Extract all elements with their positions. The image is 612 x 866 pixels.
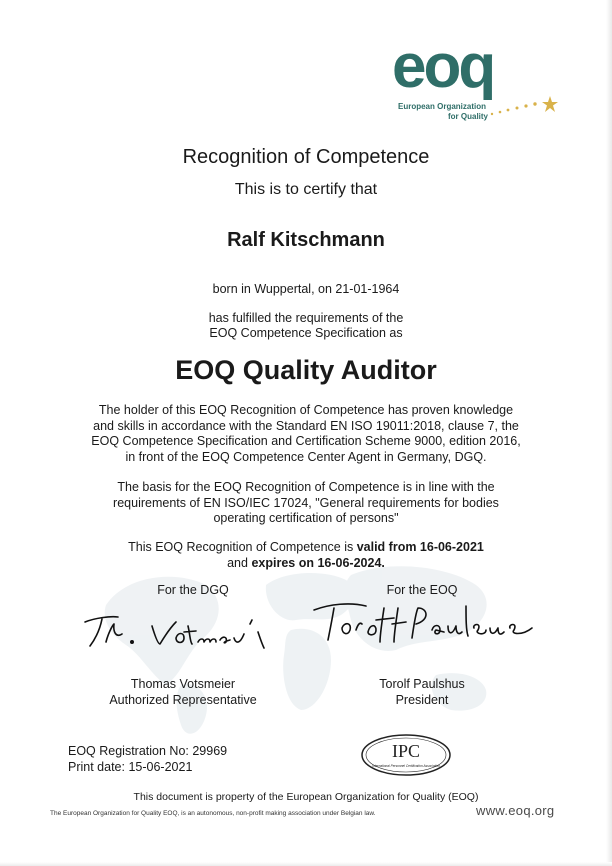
signature-heading-dgq: For the DGQ <box>157 583 229 597</box>
signer-name: Torolf Paulshus <box>379 677 465 691</box>
page-bottom-shadow <box>0 862 612 866</box>
signer-name: Thomas Votsmeier <box>130 677 236 691</box>
signature-heading-eoq: For the EOQ <box>386 583 458 597</box>
paragraph-line: The holder of this EOQ Recognition of Competence has proven knowledge <box>98 403 514 417</box>
ipc-seal-text: IPC <box>391 741 421 761</box>
eoq-logo-subtitle <box>398 102 488 122</box>
validity-and: and <box>227 555 252 570</box>
valid-from: valid from 16-06-2021 <box>356 540 484 554</box>
fulfilled-text <box>0 311 612 341</box>
expires-on: expires on 16-06-2024. <box>251 555 385 570</box>
paragraph-line: requirements of EN ISO/IEC 17024, "General requirements for bodies <box>113 495 499 510</box>
registration-number: EOQ Registration No: 29969 <box>68 744 228 758</box>
ipc-seal-subtext: International Personnel Certification Association <box>372 764 440 768</box>
footer-note: The European Organization for Quality EOQ, is an autonomous, non-profit making association under Belgian law. <box>50 810 376 817</box>
fulfilled-line: EOQ Competence Specification as <box>209 326 403 340</box>
validity-prefix: This EOQ Recognition of Competence is <box>128 540 357 554</box>
certify-line: This is to certify that <box>234 181 378 198</box>
signature-paulshus <box>310 598 540 648</box>
fulfilled-line: has fulfilled the requirements of the <box>208 311 404 325</box>
print-date: Print date: 15-06-2021 <box>68 760 193 774</box>
page-edge-shadow <box>606 0 612 866</box>
property-statement: This document is property of the European Organization for Quality (EOQ) <box>133 791 479 803</box>
signature-votsmeier <box>80 604 280 654</box>
stars-icon <box>488 94 560 118</box>
website-link[interactable]: www.eoq.org <box>476 803 555 818</box>
paragraph-line: in front of the EOQ Competence Center Agent in Germany, DGQ. <box>125 449 487 464</box>
holder-name: Ralf Kitschmann <box>227 229 385 251</box>
paragraph-line: The basis for the EOQ Recognition of Competence is in line with the <box>117 480 495 494</box>
certificate-title: Recognition of Competence <box>182 146 430 168</box>
eoq-logo-word: eoq <box>392 32 494 101</box>
validity-statement <box>0 540 612 571</box>
birth-info: born in Wuppertal, on 21-01-1964 <box>212 282 400 296</box>
paragraph-line: and skills in accordance with the Standard EN ISO 19011:2018, clause 7, the <box>93 418 519 433</box>
validity-line-1 <box>0 540 612 556</box>
ipc-seal-icon <box>360 733 452 777</box>
logo-line2: for Quality <box>448 112 489 121</box>
signer-eoq <box>322 676 522 708</box>
basis-paragraph <box>0 480 612 527</box>
paragraph-line: operating certification of persons" <box>213 511 399 525</box>
signer-title: Authorized Representative <box>109 693 257 707</box>
competence-paragraph <box>0 403 612 465</box>
logo-line1: European Organization <box>398 102 487 111</box>
signer-title: President <box>395 693 449 707</box>
eoq-logo <box>392 32 564 121</box>
paragraph-line: EOQ Competence Specification and Certification Scheme 9000, edition 2016, <box>91 434 521 448</box>
signer-dgq <box>83 676 283 708</box>
registration-info <box>68 743 227 775</box>
certified-role: EOQ Quality Auditor <box>175 355 437 385</box>
validity-line-2 <box>0 556 612 572</box>
